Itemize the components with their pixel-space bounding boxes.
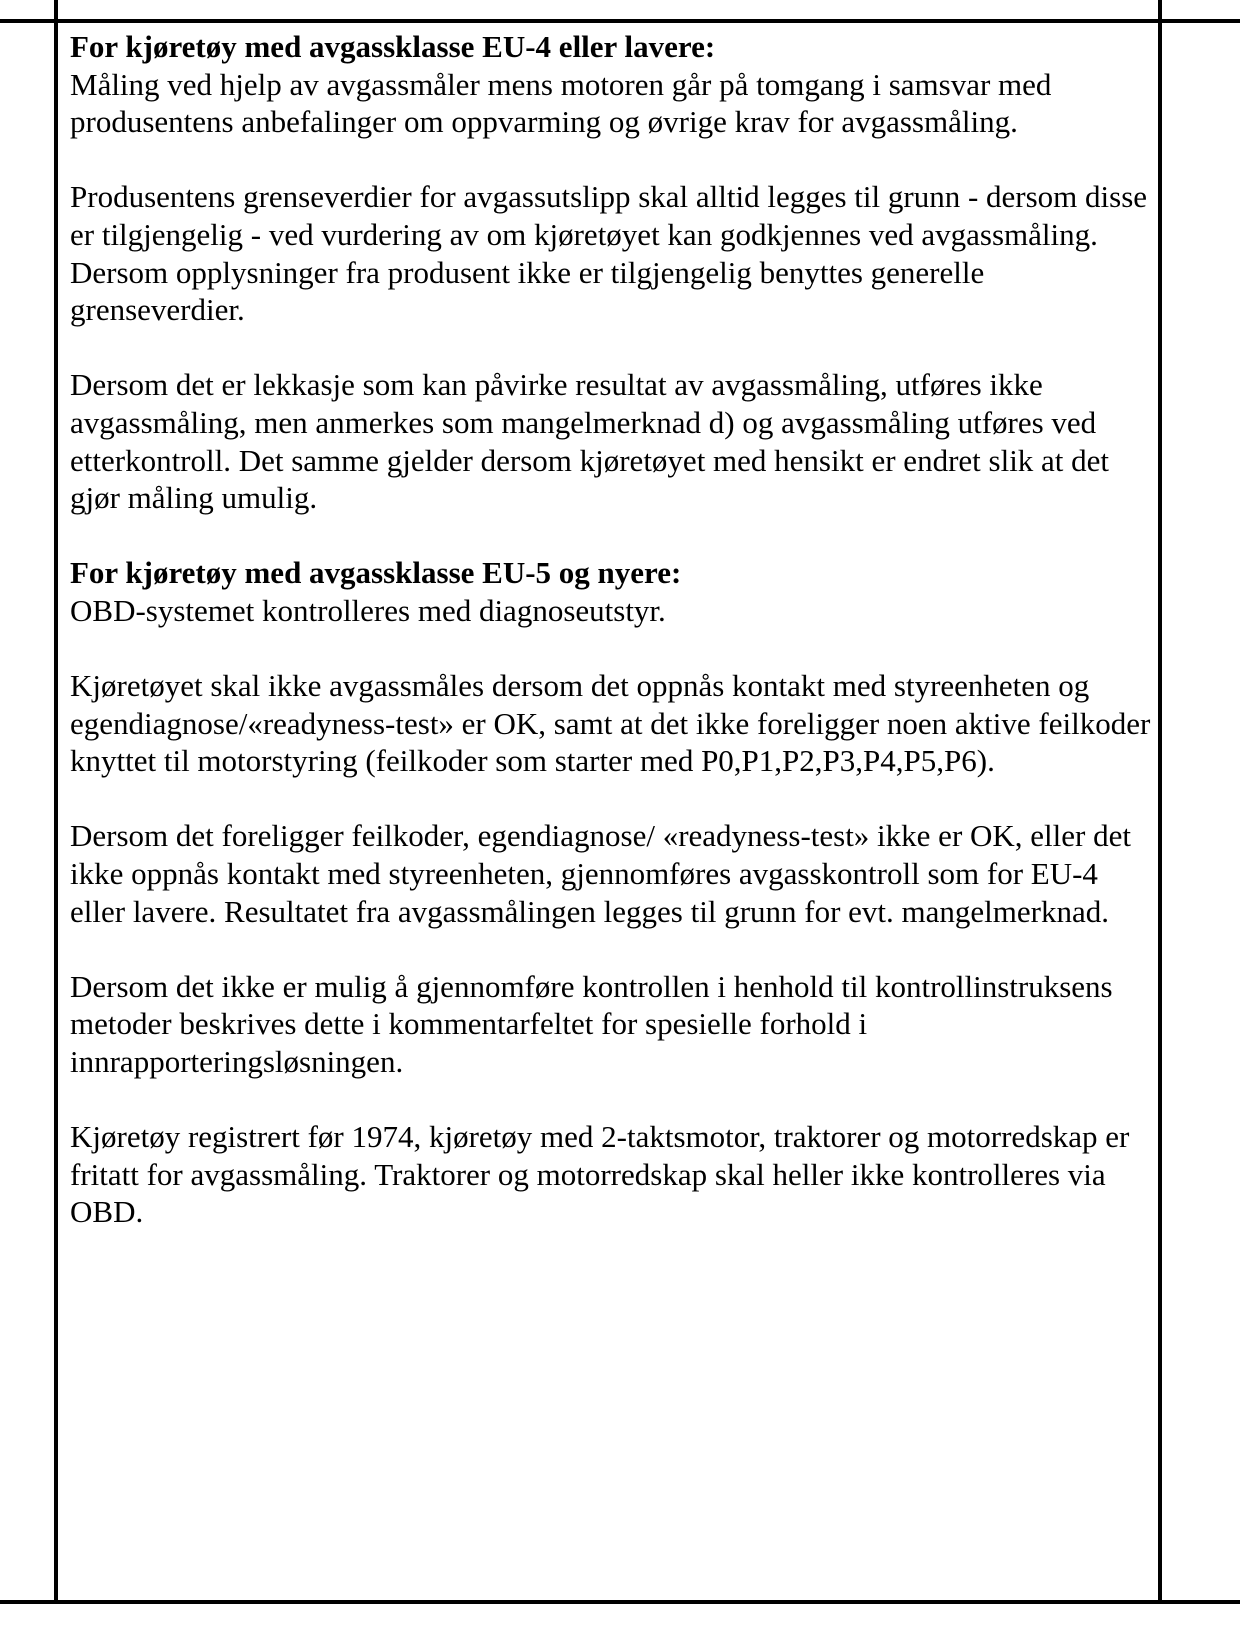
paragraph: Kjøretøy registrert før 1974, kjøretøy med 2-taktsmotor, traktorer og motorredskap er fritatt for avgassmåling. Traktorer og motorredskap skal heller ikke kontrolleres via OBD. [70, 1119, 1130, 1230]
table-cell-description [70, 28, 1155, 1269]
paragraph: Dersom det foreligger feilkoder, egendiagnose/ «readyness-test» ikke er OK, eller det ikke oppnås kontakt med styreenheten, gjennomføres avgasskontroll som for EU-4 eller lavere. Resultatet fra avgassmålingen legges til grunn for evt. mangelmerknad. [70, 818, 1131, 929]
paragraph: Måling ved hjelp av avgassmåler mens motoren går på tomgang i samsvar med produsentens anbefalinger om oppvarming og øvrige krav for avgassmåling. [70, 66, 1052, 140]
section-eu5 [70, 554, 1155, 629]
paragraph: Kjøretøyet skal ikke avgassmåles dersom det oppnås kontakt med styreenheten og egendiagnose/«readyness-test» er OK, samt at det ikke foreligger noen aktive feilkoder knyttet til motorstyring (feilkoder som starter med P0,P1,P2,P3,P4,P5,P6). [70, 668, 1151, 779]
table-right-column-divider [1158, 0, 1162, 1604]
section-eu4 [70, 28, 1155, 141]
table-top-rule [0, 19, 1240, 23]
paragraph: Dersom det er lekkasje som kan påvirke resultat av avgassmåling, utføres ikke avgassmåling, men anmerkes som mangelmerknad d) og avgassmåling utføres ved etterkontroll. Det samme gjelder dersom kjøretøyet med hensikt er endret slik at det gjør måling umulig. [70, 367, 1110, 516]
paragraph: Dersom det ikke er mulig å gjennomføre kontrollen i henhold til kontrollinstruksens metoder beskrives dette i kommentarfeltet for spesielle forhold i innrapporteringsløsningen. [70, 968, 1113, 1080]
section-heading: For kjøretøy med avgassklasse EU-4 eller lavere: [70, 29, 716, 64]
table-bottom-rule [0, 1600, 1240, 1604]
paragraph: Produsentens grenseverdier for avgassutslipp skal alltid legges til grunn - dersom disse er tilgjengelig - ved vurdering av om kjøretøyet kan godkjennes ved avgassmåling. Dersom opplysninger fra produsent ikke er tilgjengelig benyttes generelle grenseverdier. [70, 179, 1148, 328]
table-left-column-divider [54, 0, 58, 1604]
section-heading: For kjøretøy med avgassklasse EU-5 og nyere: [70, 555, 682, 591]
paragraph: OBD-systemet kontrolleres med diagnoseutstyr. [70, 592, 666, 628]
